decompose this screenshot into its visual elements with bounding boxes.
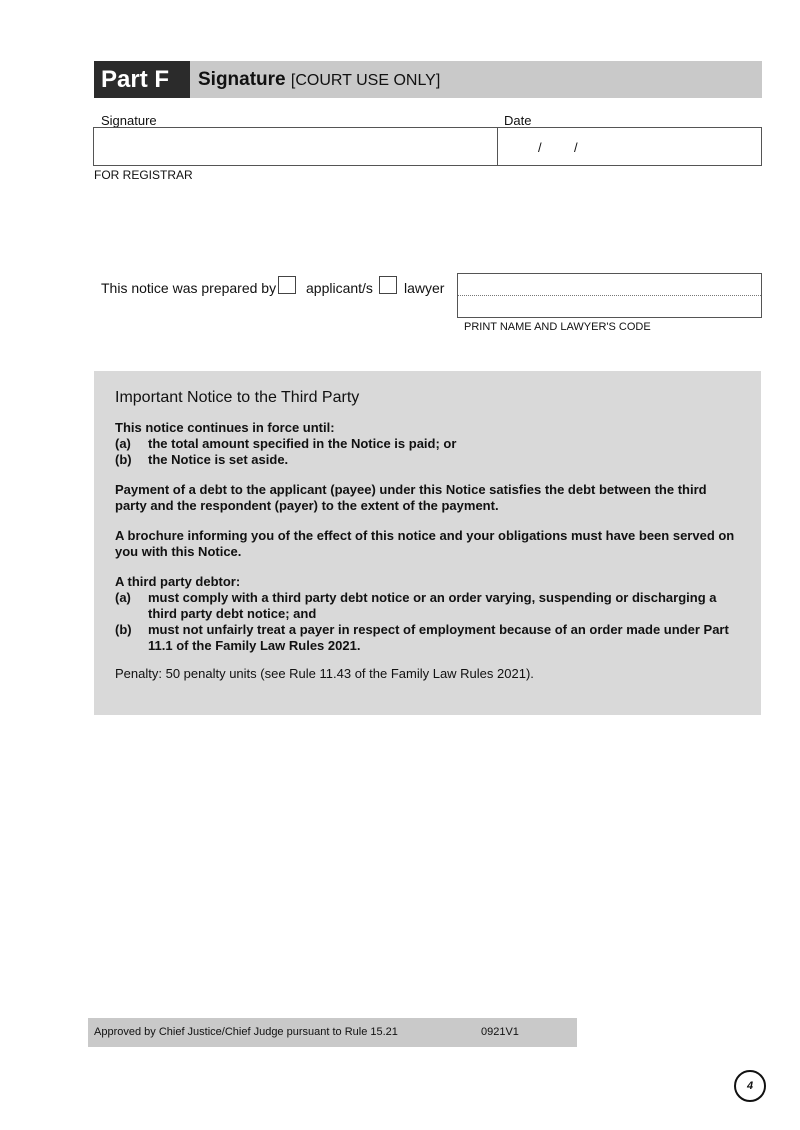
date-label: Date	[504, 113, 532, 128]
continues-item	[115, 436, 739, 452]
important-notice-panel	[94, 371, 761, 715]
signature-field[interactable]	[94, 128, 497, 165]
penalty-text: Penalty: 50 penalty units (see Rule 11.43 of the Family Law Rules 2021).	[115, 666, 534, 681]
applicant-option-label: applicant/s	[306, 280, 373, 296]
date-separator-1: /	[538, 140, 542, 155]
part-header	[94, 61, 762, 98]
name-field-caption: PRINT NAME AND LAWYER'S CODE	[464, 321, 651, 333]
item-text: the Notice is set aside.	[148, 452, 289, 467]
lawyer-option-label: lawyer	[404, 280, 445, 296]
continues-item	[115, 452, 739, 468]
debtor-intro: A third party debtor:	[115, 574, 241, 589]
item-marker: (b)	[115, 622, 132, 637]
payment-paragraph: Payment of a debt to the applicant (payee) under this Notice satisfies the debt between the third party and the respondent (payer) to the extent of the payment.	[115, 482, 707, 513]
continues-intro: This notice continues in force until:	[115, 420, 335, 435]
registrar-label: FOR REGISTRAR	[94, 168, 193, 182]
footer-bar	[88, 1018, 577, 1047]
part-label: Part F	[94, 61, 190, 98]
lawyer-name-field[interactable]	[457, 273, 762, 318]
brochure-paragraph: A brochure informing you of the effect of this notice and your obligations must have been served on you with this Notice.	[115, 528, 735, 559]
prepared-by-text: This notice was prepared by	[101, 280, 277, 296]
item-marker: (a)	[115, 436, 131, 451]
part-title-text: Signature	[198, 69, 286, 90]
name-field-dotted-line	[458, 295, 761, 296]
signature-label: Signature	[101, 113, 157, 128]
part-title	[198, 61, 440, 98]
part-subtitle: [COURT USE ONLY]	[290, 72, 441, 89]
applicant-checkbox[interactable]	[278, 276, 296, 294]
form-code: 0921V1	[481, 1026, 519, 1038]
approval-text: Approved by Chief Justice/Chief Judge pursuant to Rule 15.21	[94, 1026, 398, 1038]
item-text: the total amount specified in the Notice is paid; or	[148, 436, 457, 451]
notice-heading: Important Notice to the Third Party	[115, 389, 360, 406]
date-separator-2: /	[574, 140, 578, 155]
lawyer-checkbox[interactable]	[379, 276, 397, 294]
debtor-item	[115, 622, 739, 654]
debtor-item	[115, 590, 739, 622]
date-field[interactable]	[498, 128, 761, 165]
item-marker: (a)	[115, 590, 131, 605]
item-marker: (b)	[115, 452, 132, 467]
item-text: must not unfairly treat a payer in respect of employment because of an order made under Part 11.1 of the Family Law Rules 2021.	[148, 622, 729, 653]
item-text: must comply with a third party debt notice or an order varying, suspending or discharging a third party debt notice; and	[148, 590, 717, 621]
page-number: 4	[734, 1070, 766, 1102]
signature-date-box	[93, 127, 762, 166]
